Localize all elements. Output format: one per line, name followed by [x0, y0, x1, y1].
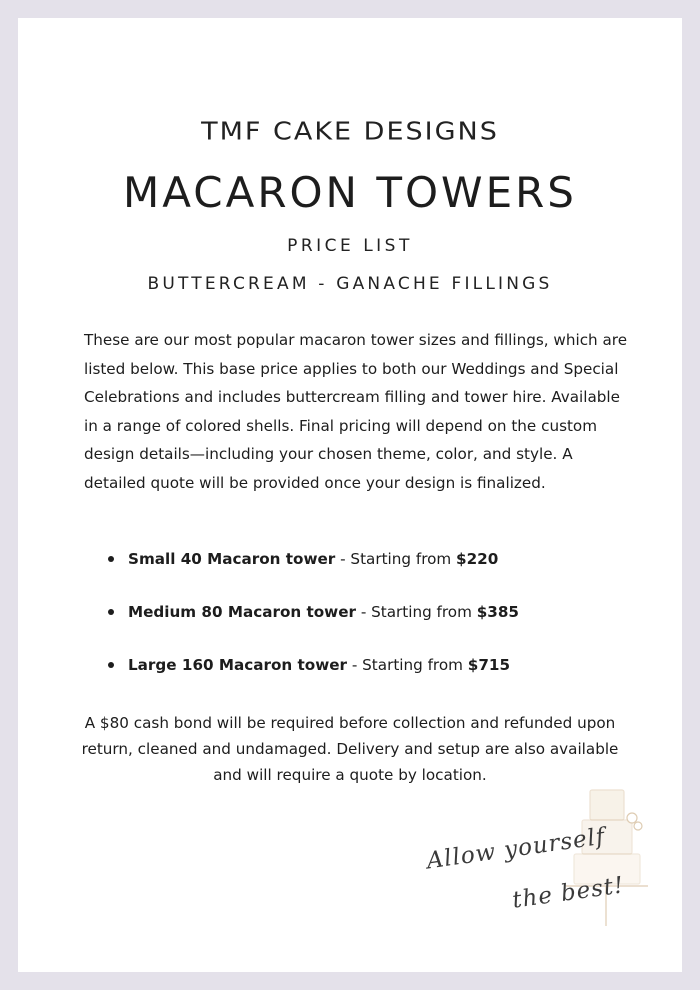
intro-paragraph: These are our most popular macaron tower sizes and fillings, which are listed below. This base price applies to both our Weddings and Special Celebrations and includes buttercream filling and tower hire. Available in a range of colored shells. Final pricing will depend on the custom design details—including your chosen theme, color, and style. A detailed quote will be provided once your design is finalized.: [84, 331, 628, 492]
starting-from-label: - Starting from: [347, 656, 468, 674]
page-title: MACARON TOWERS: [123, 168, 577, 217]
tagline-line-two: the best!: [510, 872, 626, 914]
bullet-icon: [108, 662, 114, 668]
list-item: [108, 599, 519, 652]
bullet-icon: [108, 609, 114, 615]
tower-size: Medium 80 Macaron tower: [128, 603, 356, 621]
brand-name: TMF CAKE DESIGNS: [201, 117, 499, 146]
starting-from-label: - Starting from: [356, 603, 477, 621]
tower-price: $715: [467, 656, 511, 674]
starting-from-label: - Starting from: [335, 550, 457, 568]
bullet-icon: [108, 556, 114, 562]
tower-price: $385: [476, 603, 520, 621]
tower-price: $220: [456, 550, 499, 568]
tagline-line-one: Allow yourself: [425, 823, 608, 875]
page-subtitle: PRICE LIST: [287, 236, 413, 256]
tower-size: Large 160 Macaron tower: [128, 656, 348, 674]
tower-size: Small 40 Macaron tower: [128, 550, 336, 568]
price-list: [108, 546, 519, 705]
fillings-subtitle: BUTTERCREAM - GANACHE FILLINGS: [147, 274, 553, 294]
list-item: [108, 652, 519, 705]
list-item: [108, 546, 519, 599]
price-list-page: [18, 18, 682, 972]
bond-note: A $80 cash bond will be required before collection and refunded upon return, cleaned and undamaged. Delivery and setup are also available and will require a quote by location.: [81, 714, 619, 784]
